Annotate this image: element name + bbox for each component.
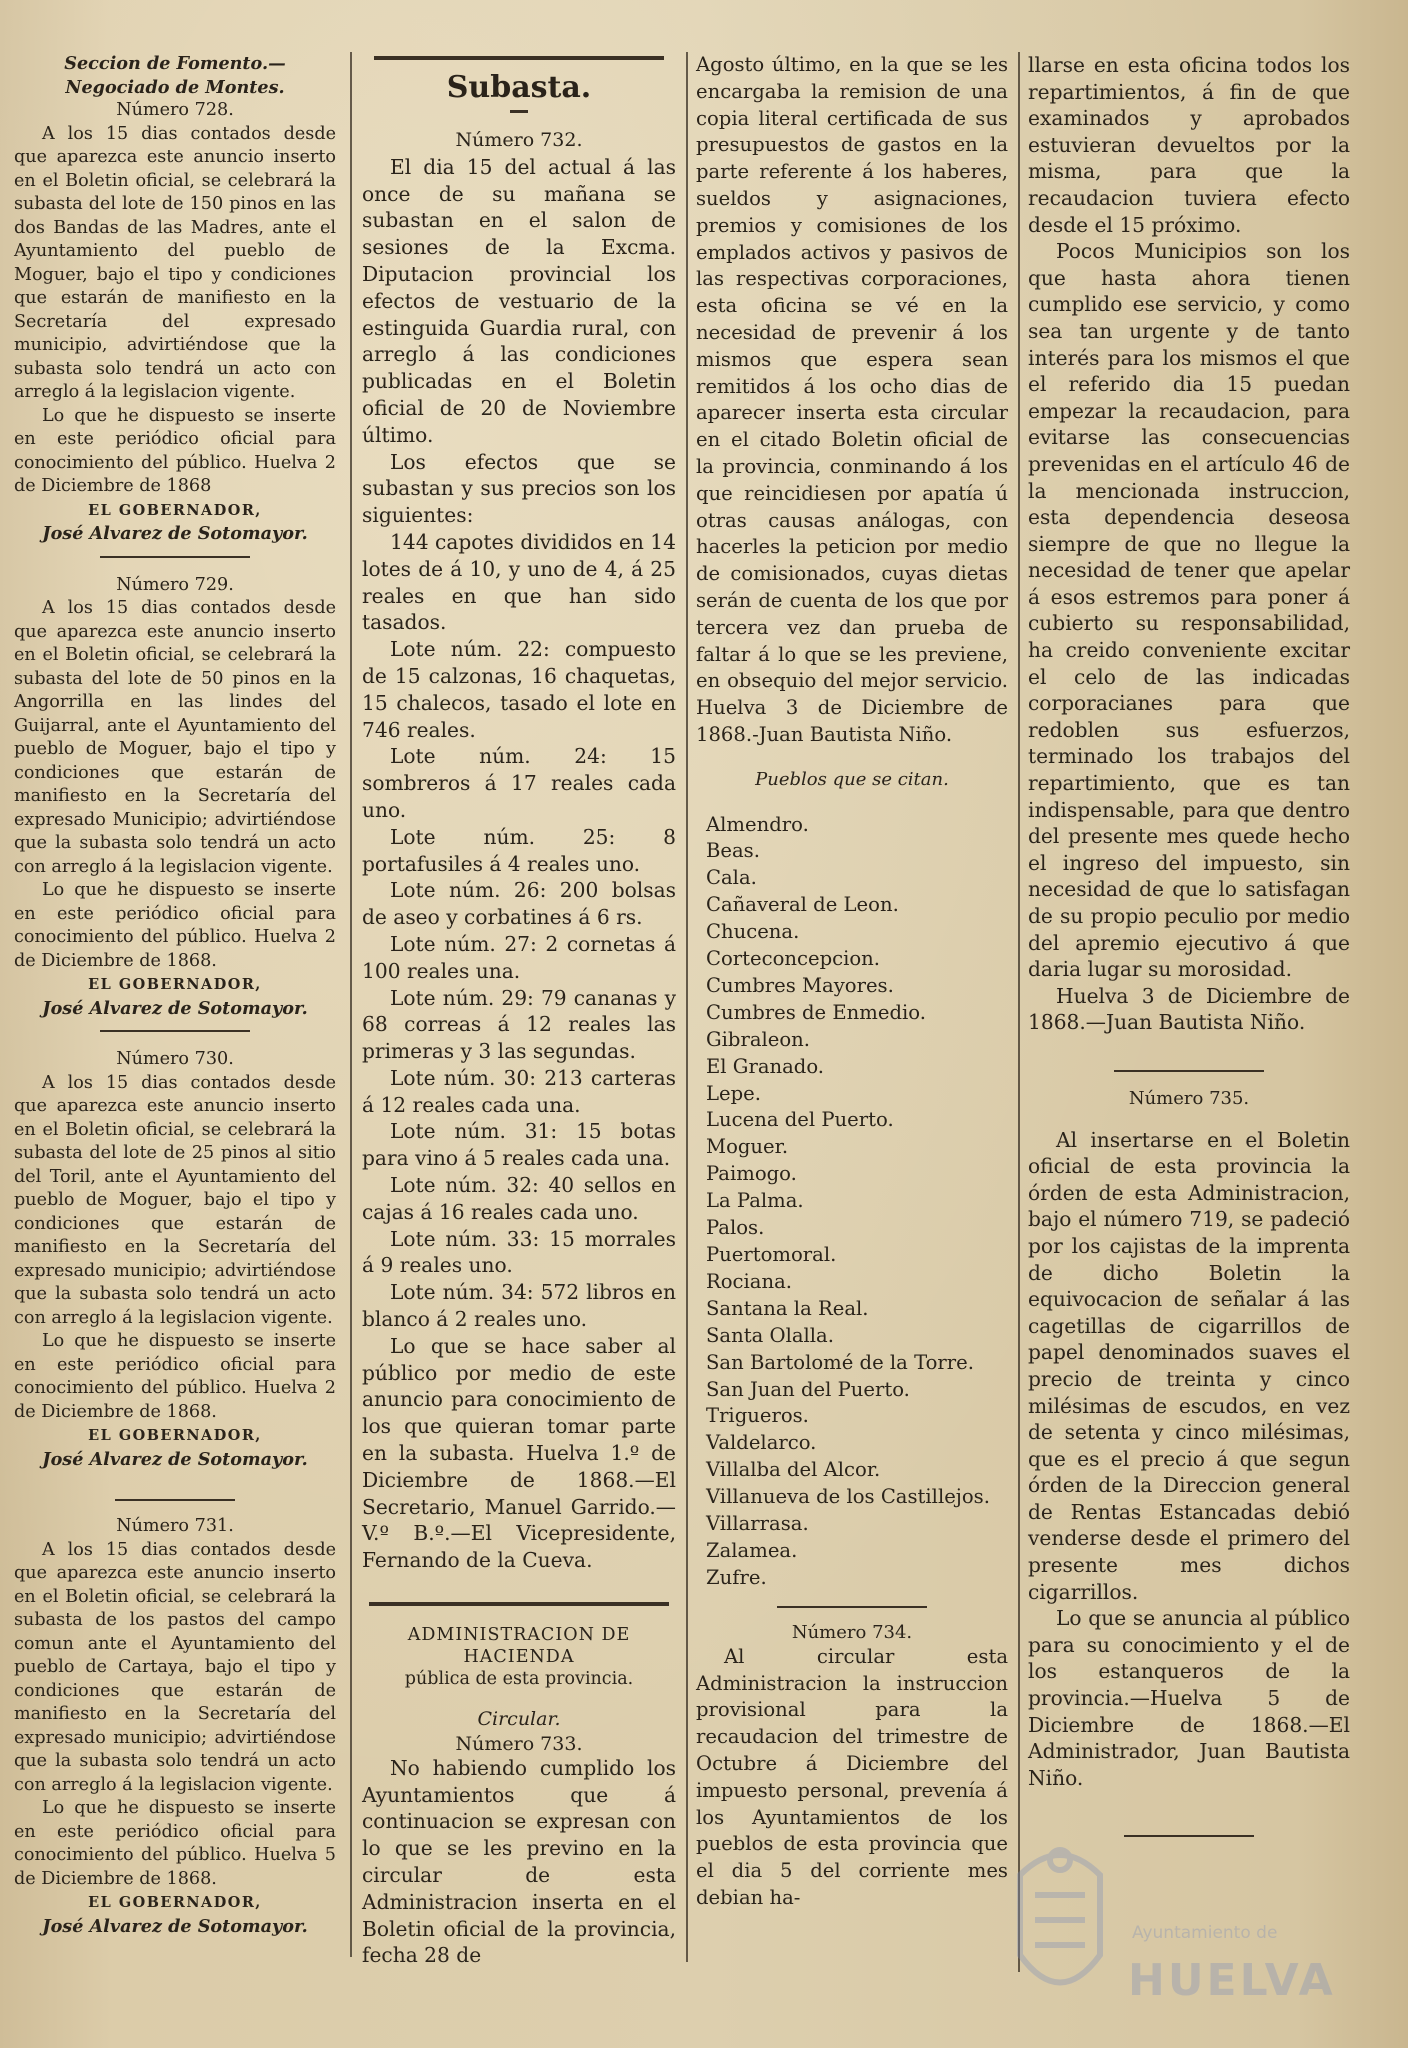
notice-closing: Lo que se anuncia al público para su conocimiento y el de los estanqueros de la provincia.—Huelva 5 de Diciembre de 1868.—El Administrador, Juan Bautista Niño. [1028,1606,1350,1790]
town-item: Santana la Real. [706,1296,869,1320]
admin-title: ADMINISTRACION DE HACIENDA [407,1625,631,1668]
notice-body: Al circular esta Administracion la instruccion provisional para la recaudacion del trimestre de Octubre á Diciembre del impuesto personal, prevenía á los Ayuntamientos de los pueblos de esta provincia que el dia 5 del corriente mes debian ha- [696,1644,1008,1909]
notice-body: No habiendo cumplido los Ayuntamientos que á continuacion se expresan con lo que se les previno en la circular de esta Administracion inserta en el Boletin oficial de la provincia, fecha 28 de [362,1755,676,1968]
town-item: Gibraleon. [706,1027,811,1051]
town-item: Moguer. [706,1135,789,1159]
notice-number: Número 730. [116,1049,234,1069]
notice-closing: Lo que he dispuesto se inserte en este periódico oficial para conocimiento del público. Huelva 2 de Diciembre de 1868 [14,405,336,496]
town-list [696,812,1008,1592]
town-item: Rociana. [706,1269,793,1293]
notice-body: A los 15 dias contados desde que aparezca este anuncio inserto en el Boletin oficial, se celebrará la subasta del lote de 25 pinos al sitio del Toril, ante el Ayuntamiento del pueblo de Moguer, bajo el tipo y condiciones que estarán de manifiesto en la Secretaría del expresado municipio; advirtiéndose que la subasta solo tendrá un acto con arreglo á la legislacion vigente. [14,1072,336,1328]
notice-closing: Huelva 3 de Diciembre de 1868.—Juan Bautista Niño. [1028,983,1350,1035]
town-item: Beas. [706,839,760,863]
section-title: Seccion de Fomento.—Negociado de Montes. [64,53,286,98]
town-item: Trigueros. [706,1404,809,1428]
signer-name: José Alvarez de Sotomayor. [42,997,308,1019]
notice-body: Los efectos que se subastan y sus precios son los siguientes: [362,449,676,528]
notice-number: Número 728. [116,100,234,120]
notice-number: Número 735. [1128,1087,1250,1109]
signer-name: José Alvarez de Sotomayor. [42,523,308,544]
separator-rule [100,556,250,558]
notice-number: Número 729. [116,574,234,595]
lot-item: Lote núm. 31: 15 botas para vino á 5 reales cada una. [362,1119,676,1171]
towns-heading: Pueblos que se citan. [755,768,949,790]
notice-number: Número 733. [455,1732,583,1755]
town-item: Cumbres Mayores. [706,973,894,997]
notice-body: Pocos Municipios son los que hasta ahora tienen cumplido ese servicio, y como sea tan urgente y de tanto interés para los mismos el que el referido dia 15 puedan empezar la recaudacion, para evitarse las consecuencias prevenidas en el artículo 46 de la mencionada instruccion, esta dependencia deseosa siempre de que no llegue la necesidad de tener que apelar á esos estremos para poner á cubierto su responsabilidad, ha creido conveniente excitar el celo de las indicadas corporacianes para que redoblen sus esfuerzos, terminado los trabajos del repartimiento, que es tan indispensable, para que dentro del presente mes quede hecho el ingreso del impuesto, sin necesidad de que lo satisfagan de su propio peculio por medio del apremio ejecutivo á que daria lugar su morosidad. [1028,239,1350,982]
notice-body: Al insertarse en el Boletin oficial de esta provincia la órden de esta Administracion, bajo el número 719, se padeció por los cajistas de la imprenta de dicho Boletin la equivocacion de señalar á las cagetillas de cigarrillos de papel denominados suaves el precio de treinta y cinco milésimas de escudos, en vez de setenta y cinco milésimas, que es el precio á que segun órden de la Direccion general de Rentas Estancadas debió venderse desde el primero del presente mes dichos cigarrillos. [1028,1127,1350,1604]
town-item: Lepe. [706,1081,761,1105]
town-item: Cala. [706,866,757,890]
notice-number: Número 734. [791,1621,913,1643]
town-item: La Palma. [706,1189,804,1213]
lot-item: Lote núm. 24: 15 sombreros á 17 reales cada uno. [362,744,676,822]
notice-body: A los 15 dias contados desde que aparezca este anuncio inserto en el Boletin oficial, se celebrará la subasta del lote de 150 pinos en las dos Bandas de las Madres, ante el Ayuntamiento del pueblo de Moguer, bajo el tipo y condiciones que estarán de manifiesto en la Secretaría del expresado municipio, advirtiéndose que la subasta solo tendrá un acto con arreglo á la legislacion vigente. [14,123,336,402]
column-4 [1028,52,1350,2036]
notice-body: Agosto último, en la que se les encargaba la remision de una copia literal certificada de sus presupuestos de gastos en la parte referente á los haberes, sueldos y asignaciones, premios y comisiones de los emplados activos y pasivos de las respectivas corporaciones, esta oficina se vé en la necesidad de prevenir á los mismos que espera sean remitidos á los ocho dias de aparecer inserta esta circular en el citado Boletin oficial de la provincia, conminando á los que reincidiesen por apatía ú otras causas análogas, con hacerles la peticion por medio de comisionados, cuyas dietas serán de cuenta de los que por tercera vez dan prueba de faltar á lo que se les previene, en obsequio del mejor servicio. Huelva 3 de Diciembre de 1868.-Juan Bautista Niño. [696,53,1008,746]
town-item: Corteconcepcion. [706,947,881,971]
lot-list [362,529,676,1333]
notice-body: El dia 15 del actual á las once de su mañana se subastan en el salon de sesiones de la Excma. Diputacion provincial los efectos de vestuario de la estinguida Guardia rural, con arreglo á las condiciones publicadas en el Boletin oficial de 20 de Noviembre último. [362,154,676,447]
notice-closing: Lo que he dispuesto se inserte en este periódico oficial para conocimiento del público. Huelva 5 de Diciembre de 1868. [14,1798,336,1889]
town-item: Zalamea. [706,1538,798,1562]
town-item: Santa Olalla. [706,1323,834,1347]
town-item: Villanueva de los Castillejos. [706,1485,990,1509]
lot-item: 144 capotes divididos en 14 lotes de á 10, y uno de 4, á 25 reales en que han sido tasados. [362,529,676,635]
signer-title: EL GOBERNADOR, [88,976,262,993]
town-item: Cañaveral de Leon. [706,893,899,917]
town-item: Villalba del Alcor. [706,1458,881,1482]
column-1 [14,52,336,2036]
notice-number: Número 731. [116,1516,234,1536]
notice-body: llarse en esta oficina todos los repartimientos, á fin de que examinados y aprobados estuvieran devueltos por la misma, para que la recaudacion tuviera efecto desde el 15 próximo. [1028,53,1350,237]
section-rule [369,1602,669,1606]
notice-closing: Lo que se hace saber al público por medio de este anuncio para conocimiento de los que quieran tomar parte en la subasta. Huelva 1.º de Diciembre de 1868.—El Secretario, Manuel Garrido.—V.º B.º.—El Vicepresidente, Fernando de la Cueva. [362,1333,676,1573]
signer-name: José Alvarez de Sotomayor. [42,1915,308,1937]
lot-item: Lote núm. 27: 2 cornetas á 100 reales una. [362,931,676,983]
signer-title: EL GOBERNADOR, [88,501,262,519]
town-item: Villarrasa. [706,1512,809,1536]
town-item: Almendro. [706,812,809,836]
column-rule [1018,52,1020,1972]
town-item: Lucena del Puerto. [706,1108,894,1132]
notice-closing: Lo que he dispuesto se inserte en este periódico oficial para conocimiento del público. Huelva 2 de Diciembre de 1868. [14,880,336,971]
town-item: Palos. [706,1216,765,1240]
column-2 [362,52,676,2036]
lot-item: Lote núm. 25: 8 portafusiles á 4 reales uno. [362,824,676,876]
column-rule [350,52,352,1957]
notice-body: A los 15 dias contados desde que aparezca este anuncio inserto en el Boletin oficial, se celebrará la subasta del lote de 50 pinos en la Angorrilla en las lindes del Guijarral, ante el Ayuntamiento del pueblo de Moguer, bajo el tipo y condiciones que estarán de manifiesto en la Secretaría del expresado Municipio; advirtiéndose que la subasta solo tendrá un acto con arreglo á la legislacion vigente. [14,598,336,877]
title-dash [510,110,528,113]
coat-of-arms-icon [1000,1835,1120,2015]
header-rule [374,56,664,60]
circular-label: Circular. [477,1708,561,1731]
separator-rule [1114,1070,1264,1072]
signer-name: José Alvarez de Sotomayor. [42,1448,308,1470]
watermark-line1: Ayuntamiento de [1132,1923,1278,1943]
column-3 [696,52,1008,2036]
section-title: Subasta. [446,70,592,105]
signer-title: EL GOBERNADOR, [88,1427,262,1444]
notice-number: Número 732. [455,129,583,151]
town-item: Zufre. [706,1565,767,1589]
signer-title: EL GOBERNADOR, [88,1894,262,1911]
lot-item: Lote núm. 30: 213 carteras á 12 reales cada una. [362,1065,676,1117]
admin-subtitle: pública de esta provincia. [404,1669,634,1690]
watermark-line2: HUELVA [1128,1955,1336,2006]
town-item: San Juan del Puerto. [706,1377,910,1401]
town-item: El Granado. [706,1054,825,1078]
lot-item: Lote núm. 34: 572 libros en blanco á 2 reales uno. [362,1280,676,1332]
separator-rule [777,1606,927,1608]
separator-rule [115,1499,235,1501]
town-item: Puertomoral. [706,1243,837,1267]
lot-item: Lote núm. 32: 40 sellos en cajas á 16 reales cada uno. [362,1173,676,1224]
notice-body: A los 15 dias contados desde que aparezca este anuncio inserto en el Boletin oficial, se celebrará la subasta de los pastos del campo comun ante el Ayuntamiento del pueblo de Cartaya, bajo el tipo y condiciones que estarán de manifiesto en la Secretaría del expresado municipio; advirtiéndose que la subasta solo tendrá un acto con arreglo á la legislacion vigente. [14,1539,336,1795]
notice-closing: Lo que he dispuesto se inserte en este periódico oficial para conocimiento del público. Huelva 2 de Diciembre de 1868. [14,1331,336,1422]
lot-item: Lote núm. 26: 200 bolsas de aseo y corbatines á 6 rs. [362,878,676,930]
lot-item: Lote núm. 22: compuesto de 15 calzonas, 16 chaquetas, 15 chalecos, tasado el lote en 746 reales. [362,637,676,742]
town-item: Paimogo. [706,1162,797,1186]
lot-item: Lote núm. 33: 15 morrales á 9 reales uno. [362,1226,676,1278]
separator-rule [100,1030,250,1032]
column-rule [686,52,688,1962]
town-item: Cumbres de Enmedio. [706,1000,926,1024]
town-item: Valdelarco. [706,1431,817,1455]
lot-item: Lote núm. 29: 79 cananas y 68 correas á 12 reales las primeras y 3 las segundas. [362,985,676,1064]
town-item: Chucena. [706,920,800,944]
archive-watermark [1000,1835,1360,2025]
town-item: San Bartolomé de la Torre. [706,1350,974,1374]
